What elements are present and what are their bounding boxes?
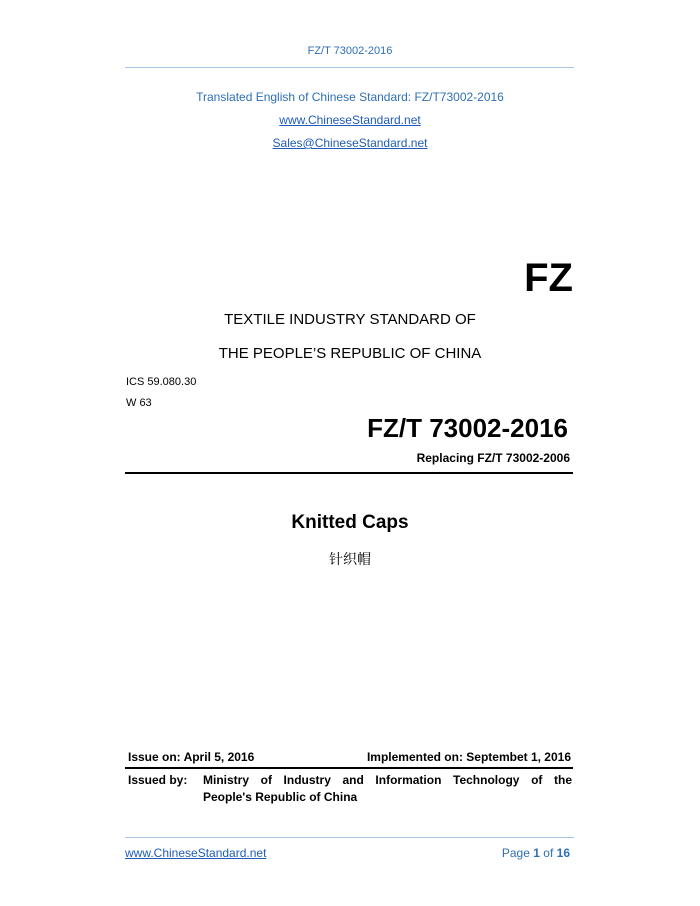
issued-by-line-1: Ministry of Industry and Information Technology of the	[203, 773, 572, 787]
implemented-date: Implemented on: Septembet 1, 2016	[366, 750, 571, 764]
email-link[interactable]: Sales@ChineseStandard.net	[272, 136, 428, 150]
document-title: Knitted Caps	[291, 512, 409, 533]
document-title-chinese: 针织帽	[329, 551, 371, 567]
page-word: Page	[501, 846, 530, 860]
website-link[interactable]: www.ChineseStandard.net	[279, 113, 421, 127]
page-total: 16	[556, 846, 570, 860]
issued-by-label: Issued by:	[128, 773, 188, 787]
page-number: 1	[533, 846, 540, 860]
footer-website-link[interactable]: www.ChineseStandard.net	[125, 846, 267, 860]
issued-by-line-2: People's Republic of China	[203, 790, 358, 804]
w-code: W 63	[126, 397, 152, 409]
standard-number: FZ/T 73002-2016	[367, 413, 568, 443]
title-divider	[125, 472, 573, 474]
ics-code: ICS 59.080.30	[126, 376, 197, 388]
issue-date: Issue on: April 5, 2016	[128, 750, 255, 764]
header-divider	[125, 67, 574, 68]
footer-divider	[125, 837, 574, 838]
header-standard-code: FZ/T 73002-2016	[307, 45, 393, 57]
dates-divider	[125, 767, 573, 769]
of-word: of	[543, 846, 554, 860]
standard-line-2: THE PEOPLE’S REPUBLIC OF CHINA	[218, 345, 482, 362]
fz-logo: FZ	[524, 256, 573, 300]
standard-line-1: TEXTILE INDUSTRY STANDARD OF	[224, 311, 476, 328]
translated-line: Translated English of Chinese Standard: FZ/T73002-2016	[196, 90, 504, 104]
page-indicator	[502, 846, 570, 860]
replacing-note: Replacing FZ/T 73002-2006	[416, 451, 570, 465]
